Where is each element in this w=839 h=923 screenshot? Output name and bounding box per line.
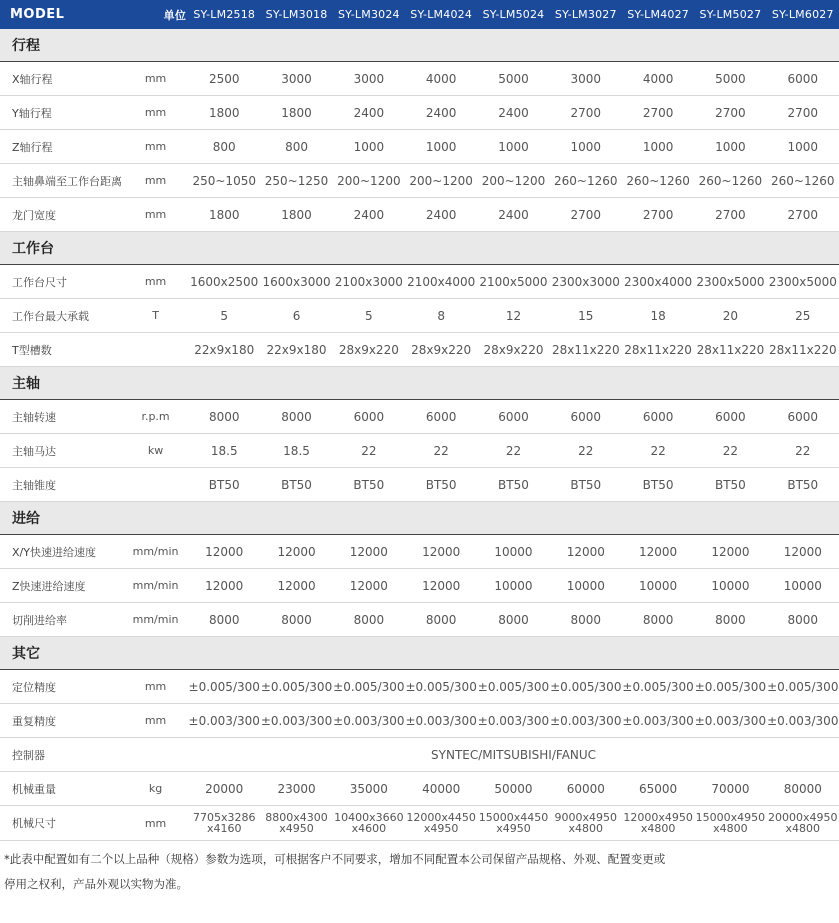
- spec-value: 6000: [767, 400, 839, 434]
- spec-value: 2700: [767, 96, 839, 130]
- spec-body: [0, 29, 839, 841]
- spec-value: 22x9x180: [188, 333, 260, 367]
- spec-unit: mm/min: [123, 569, 188, 603]
- spec-value-line: x4950: [496, 822, 531, 835]
- spec-unit: mm: [123, 806, 188, 841]
- spec-value: BT50: [477, 468, 549, 502]
- spec-value-line: 12000x4950: [623, 811, 693, 824]
- spec-value: 1800: [260, 198, 332, 232]
- spec-label: 主轴转速: [0, 400, 123, 434]
- spec-value-line: 12000x4450: [406, 811, 476, 824]
- spec-unit: [123, 468, 188, 502]
- spec-unit: r.p.m: [123, 400, 188, 434]
- spec-value-line: 10400x3660: [334, 811, 404, 824]
- spec-value: [477, 806, 549, 841]
- spec-value: 2700: [622, 96, 694, 130]
- spec-value: BT50: [622, 468, 694, 502]
- model-name: SY-LM3018: [260, 0, 332, 29]
- spec-value: 2400: [333, 96, 405, 130]
- spec-value: ±0.003/300: [767, 704, 839, 738]
- spec-value: 2700: [550, 198, 622, 232]
- spec-label: 龙门宽度: [0, 198, 123, 232]
- spec-label: 重复精度: [0, 704, 123, 738]
- spec-unit: mm: [123, 130, 188, 164]
- spec-value-line: x4800: [713, 822, 748, 835]
- spec-value: 18.5: [260, 434, 332, 468]
- spec-value: 2500: [188, 62, 260, 96]
- spec-value: 12000: [260, 569, 332, 603]
- spec-label: X轴行程: [0, 62, 123, 96]
- spec-value: 22x9x180: [260, 333, 332, 367]
- spec-value: 1000: [694, 130, 766, 164]
- model-name: SY-LM5024: [477, 0, 549, 29]
- spec-value: 2300x5000: [767, 265, 839, 299]
- spec-value: 60000: [550, 772, 622, 806]
- spec-value: 1000: [333, 130, 405, 164]
- spec-value: 250~1250: [260, 164, 332, 198]
- spec-value: 22: [767, 434, 839, 468]
- spec-value: 8000: [550, 603, 622, 637]
- spec-value: 10000: [477, 569, 549, 603]
- spec-value: 200~1200: [405, 164, 477, 198]
- spec-value: 8000: [260, 603, 332, 637]
- spec-value-line: 20000x4950: [768, 811, 838, 824]
- spec-value: 5000: [477, 62, 549, 96]
- spec-value: SYNTEC/MITSUBISHI/FANUC: [188, 738, 839, 772]
- spec-row: [0, 164, 839, 198]
- spec-row: [0, 738, 839, 772]
- spec-value: 8000: [333, 603, 405, 637]
- spec-label: X/Y快速进给速度: [0, 535, 123, 569]
- spec-value: 8: [405, 299, 477, 333]
- spec-value: 8000: [694, 603, 766, 637]
- spec-row: [0, 468, 839, 502]
- spec-unit: [123, 333, 188, 367]
- spec-value: 800: [260, 130, 332, 164]
- spec-row: [0, 333, 839, 367]
- spec-row: [0, 130, 839, 164]
- spec-value: ±0.005/300: [405, 670, 477, 704]
- unit-header: 单位: [123, 0, 188, 29]
- spec-value: ±0.003/300: [622, 704, 694, 738]
- model-name: SY-LM3027: [550, 0, 622, 29]
- spec-row: [0, 806, 839, 841]
- spec-value: ±0.005/300: [333, 670, 405, 704]
- spec-value: 10000: [622, 569, 694, 603]
- spec-value-line: x4160: [206, 822, 242, 835]
- spec-value: BT50: [767, 468, 839, 502]
- spec-row: [0, 400, 839, 434]
- spec-label: 切削进给率: [0, 603, 123, 637]
- model-name: SY-LM4024: [405, 0, 477, 29]
- spec-value: 5000: [694, 62, 766, 96]
- spec-value-line: x4800: [640, 822, 676, 835]
- spec-value: 12000: [405, 569, 477, 603]
- spec-value: 25: [767, 299, 839, 333]
- spec-value: 6000: [622, 400, 694, 434]
- spec-value: 2700: [767, 198, 839, 232]
- spec-value: 4000: [622, 62, 694, 96]
- spec-value: 200~1200: [333, 164, 405, 198]
- spec-value: ±0.005/300: [188, 670, 260, 704]
- section-header: [0, 29, 839, 62]
- spec-value: 6000: [405, 400, 477, 434]
- spec-value: 8000: [477, 603, 549, 637]
- spec-value: 70000: [694, 772, 766, 806]
- section-title: 主轴: [0, 367, 839, 400]
- spec-value: 22: [405, 434, 477, 468]
- section-title: 进给: [0, 502, 839, 535]
- spec-value: 12000: [550, 535, 622, 569]
- spec-unit: [123, 738, 188, 772]
- spec-value: 2300x5000: [694, 265, 766, 299]
- spec-value: 260~1260: [550, 164, 622, 198]
- spec-value: 1800: [188, 96, 260, 130]
- spec-value: ±0.003/300: [188, 704, 260, 738]
- spec-value: [622, 806, 694, 841]
- spec-value: 10000: [767, 569, 839, 603]
- spec-unit: mm/min: [123, 535, 188, 569]
- spec-label: 主轴锥度: [0, 468, 123, 502]
- spec-label: Z快速进给速度: [0, 569, 123, 603]
- spec-row: [0, 704, 839, 738]
- spec-value: 15: [550, 299, 622, 333]
- spec-value: 22: [333, 434, 405, 468]
- spec-value: [260, 806, 332, 841]
- spec-value: 28x11x220: [694, 333, 766, 367]
- spec-value: 8000: [405, 603, 477, 637]
- spec-value: 2100x4000: [405, 265, 477, 299]
- spec-value: 1000: [550, 130, 622, 164]
- spec-value: 22: [477, 434, 549, 468]
- spec-value: 5: [188, 299, 260, 333]
- spec-value: ±0.005/300: [477, 670, 549, 704]
- spec-value: 6000: [477, 400, 549, 434]
- spec-value: 6000: [767, 62, 839, 96]
- spec-value-line: 15000x4450: [478, 811, 549, 824]
- footnote: [0, 841, 839, 897]
- spec-value: 2100x5000: [477, 265, 549, 299]
- spec-value: 12000: [694, 535, 766, 569]
- spec-value: 10000: [694, 569, 766, 603]
- spec-value: 1000: [405, 130, 477, 164]
- spec-label: 控制器: [0, 738, 123, 772]
- spec-value: 8000: [622, 603, 694, 637]
- spec-value: 28x11x220: [767, 333, 839, 367]
- spec-label: 主轴马达: [0, 434, 123, 468]
- spec-value: 8000: [767, 603, 839, 637]
- spec-label: 定位精度: [0, 670, 123, 704]
- spec-row: [0, 670, 839, 704]
- spec-value: 2300x3000: [550, 265, 622, 299]
- spec-unit: mm: [123, 164, 188, 198]
- spec-unit: mm/min: [123, 603, 188, 637]
- spec-value: [333, 806, 405, 841]
- footnote-line: *此表中配置如有二个以上品种（规格）参数为选项，可根据客户不同要求，增加不同配置本公司保留产品规格、外观、配置变更或: [4, 852, 666, 866]
- spec-value-line: 15000x4950: [695, 811, 766, 824]
- spec-value: 2700: [550, 96, 622, 130]
- spec-value: 2300x4000: [622, 265, 694, 299]
- spec-unit: T: [123, 299, 188, 333]
- spec-value: 1800: [260, 96, 332, 130]
- spec-value: ±0.005/300: [622, 670, 694, 704]
- spec-row: [0, 603, 839, 637]
- header-row: [0, 0, 839, 29]
- spec-label: 机械尺寸: [0, 806, 123, 841]
- spec-unit: mm: [123, 198, 188, 232]
- model-name: SY-LM3024: [333, 0, 405, 29]
- spec-value: 28x9x220: [477, 333, 549, 367]
- spec-value: ±0.003/300: [405, 704, 477, 738]
- spec-value: BT50: [694, 468, 766, 502]
- spec-value: 6000: [333, 400, 405, 434]
- spec-value: 2400: [333, 198, 405, 232]
- spec-value: 12000: [188, 569, 260, 603]
- spec-value: [550, 806, 622, 841]
- spec-value: 2400: [477, 96, 549, 130]
- section-title: 行程: [0, 29, 839, 62]
- spec-value: 12000: [333, 535, 405, 569]
- spec-row: [0, 265, 839, 299]
- spec-value: 18: [622, 299, 694, 333]
- section-header: [0, 637, 839, 670]
- model-name: SY-LM5027: [694, 0, 766, 29]
- spec-value: 2700: [694, 198, 766, 232]
- spec-value: 3000: [260, 62, 332, 96]
- spec-value: 2400: [477, 198, 549, 232]
- spec-value: BT50: [188, 468, 260, 502]
- spec-unit: mm: [123, 96, 188, 130]
- spec-value: 200~1200: [477, 164, 549, 198]
- spec-label: 主轴鼻端至工作台距离: [0, 164, 123, 198]
- spec-value: 23000: [260, 772, 332, 806]
- spec-label: 机械重量: [0, 772, 123, 806]
- spec-value: ±0.005/300: [550, 670, 622, 704]
- spec-unit: kw: [123, 434, 188, 468]
- spec-row: [0, 772, 839, 806]
- spec-value: 28x9x220: [333, 333, 405, 367]
- section-header: [0, 502, 839, 535]
- spec-label: 工作台最大承载: [0, 299, 123, 333]
- spec-value: 80000: [767, 772, 839, 806]
- spec-value: 6: [260, 299, 332, 333]
- spec-value: 1600x2500: [188, 265, 260, 299]
- spec-value: 22: [622, 434, 694, 468]
- spec-row: [0, 62, 839, 96]
- spec-value: 2700: [622, 198, 694, 232]
- spec-row: [0, 434, 839, 468]
- spec-value: 2700: [694, 96, 766, 130]
- spec-value: 8000: [188, 400, 260, 434]
- spec-value: 10000: [477, 535, 549, 569]
- spec-value-line: 9000x4950: [554, 811, 618, 824]
- spec-value: 18.5: [188, 434, 260, 468]
- spec-value-line: x4800: [785, 822, 821, 835]
- spec-unit: mm: [123, 62, 188, 96]
- spec-value: 20000: [188, 772, 260, 806]
- model-name: SY-LM4027: [622, 0, 694, 29]
- spec-value: [694, 806, 766, 841]
- spec-unit: mm: [123, 670, 188, 704]
- section-header: [0, 367, 839, 400]
- spec-unit: mm: [123, 704, 188, 738]
- spec-label: 工作台尺寸: [0, 265, 123, 299]
- spec-value: 2400: [405, 198, 477, 232]
- spec-value-line: x4950: [423, 822, 459, 835]
- spec-value: 20: [694, 299, 766, 333]
- spec-value: BT50: [405, 468, 477, 502]
- spec-value: 800: [188, 130, 260, 164]
- spec-value-line: 8800x4300: [265, 811, 328, 824]
- spec-label: T型槽数: [0, 333, 123, 367]
- spec-value: 22: [694, 434, 766, 468]
- spec-value: 1800: [188, 198, 260, 232]
- spec-value: ±0.003/300: [260, 704, 332, 738]
- spec-row: [0, 569, 839, 603]
- spec-value: 3000: [550, 62, 622, 96]
- spec-value: ±0.003/300: [333, 704, 405, 738]
- spec-value: 12000: [767, 535, 839, 569]
- spec-value: BT50: [260, 468, 332, 502]
- spec-value: 260~1260: [622, 164, 694, 198]
- spec-value: 4000: [405, 62, 477, 96]
- spec-value: 50000: [477, 772, 549, 806]
- spec-value: BT50: [333, 468, 405, 502]
- spec-value-line: x4600: [351, 822, 387, 835]
- spec-value: [405, 806, 477, 841]
- spec-unit: mm: [123, 265, 188, 299]
- spec-value: 2400: [405, 96, 477, 130]
- spec-value: ±0.003/300: [477, 704, 549, 738]
- spec-value: 28x11x220: [622, 333, 694, 367]
- section-title: 其它: [0, 637, 839, 670]
- footnote-line: 停用之权利，产品外观以实物为准。: [4, 877, 188, 891]
- spec-value: 3000: [333, 62, 405, 96]
- spec-value: ±0.005/300: [767, 670, 839, 704]
- model-name: SY-LM6027: [767, 0, 839, 29]
- spec-value: 12000: [260, 535, 332, 569]
- spec-row: [0, 198, 839, 232]
- spec-value: 40000: [405, 772, 477, 806]
- spec-value: ±0.005/300: [260, 670, 332, 704]
- spec-value: [767, 806, 839, 841]
- spec-unit: kg: [123, 772, 188, 806]
- spec-value: 28x11x220: [550, 333, 622, 367]
- spec-row: [0, 96, 839, 130]
- spec-value: 10000: [550, 569, 622, 603]
- spec-value: 1600x3000: [260, 265, 332, 299]
- spec-value: 1000: [767, 130, 839, 164]
- spec-value: [188, 806, 260, 841]
- spec-value: 12000: [188, 535, 260, 569]
- spec-value: 65000: [622, 772, 694, 806]
- spec-value: 8000: [188, 603, 260, 637]
- spec-value: 28x9x220: [405, 333, 477, 367]
- model-header: MODEL: [0, 0, 123, 29]
- spec-value: 12000: [405, 535, 477, 569]
- spec-value: 8000: [260, 400, 332, 434]
- spec-value: 12000: [622, 535, 694, 569]
- spec-label: Z轴行程: [0, 130, 123, 164]
- spec-value: 22: [550, 434, 622, 468]
- spec-value: ±0.003/300: [694, 704, 766, 738]
- spec-value-line: 7705x3286: [192, 811, 256, 824]
- spec-value: 250~1050: [188, 164, 260, 198]
- spec-value: ±0.003/300: [550, 704, 622, 738]
- spec-value: 1000: [622, 130, 694, 164]
- spec-value: 12000: [333, 569, 405, 603]
- spec-value: ±0.005/300: [694, 670, 766, 704]
- spec-value: 6000: [550, 400, 622, 434]
- spec-value-line: x4800: [568, 822, 604, 835]
- section-header: [0, 232, 839, 265]
- spec-row: [0, 299, 839, 333]
- spec-value-line: x4950: [279, 822, 314, 835]
- spec-value: 6000: [694, 400, 766, 434]
- section-title: 工作台: [0, 232, 839, 265]
- spec-value: 260~1260: [694, 164, 766, 198]
- spec-label: Y轴行程: [0, 96, 123, 130]
- model-name: SY-LM2518: [188, 0, 260, 29]
- spec-value: 260~1260: [767, 164, 839, 198]
- spec-value: 2100x3000: [333, 265, 405, 299]
- spec-value: 5: [333, 299, 405, 333]
- spec-value: 1000: [477, 130, 549, 164]
- spec-value: BT50: [550, 468, 622, 502]
- spec-value: 35000: [333, 772, 405, 806]
- spec-row: [0, 535, 839, 569]
- spec-value: 12: [477, 299, 549, 333]
